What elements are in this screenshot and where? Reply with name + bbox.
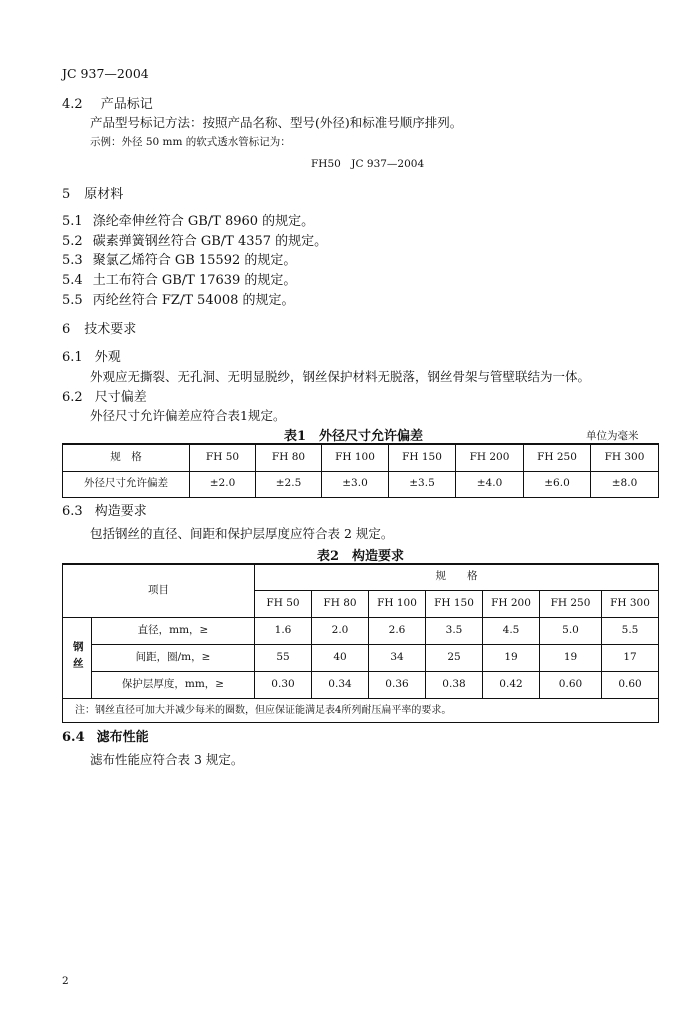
- paragraph: 外径尺寸允许偏差应符合表1规定。: [90, 408, 286, 423]
- table1-value: ±2.0: [190, 471, 256, 497]
- table2-value: 0.36: [369, 671, 426, 698]
- page-header: JC 937—2004: [62, 66, 149, 81]
- group-label-text: 钢丝: [71, 641, 84, 674]
- table2-row-label: 间距，圈/m，≥: [92, 644, 255, 671]
- section-6-3-heading: [62, 500, 147, 519]
- table1-row-label: 外径尺寸允许偏差: [63, 471, 190, 497]
- section-6-2-heading: [62, 386, 147, 405]
- section-title: 尺寸偏差: [94, 390, 147, 405]
- paragraph: 滤布性能应符合表 3 规定。: [90, 752, 244, 767]
- table1-head-label: 规 格: [63, 444, 190, 471]
- table2-value: 0.30: [255, 671, 312, 698]
- table2-value: 19: [540, 644, 602, 671]
- section-4-2-heading: [62, 93, 153, 112]
- table2-value: 19: [483, 644, 540, 671]
- table1-spec: FH 250: [524, 444, 591, 471]
- marking-example: FH50 JC 937—2004: [311, 158, 425, 170]
- section-title: 构造要求: [94, 504, 147, 519]
- clause-text: 土工布符合 GB/T 17639 的规定。: [92, 273, 297, 288]
- section-title: 产品标记: [100, 97, 153, 112]
- section-number: 5: [62, 187, 71, 202]
- section-6-4-heading: [62, 726, 149, 745]
- table1-value: ±3.5: [389, 471, 456, 497]
- table2-value: 2.6: [369, 617, 426, 644]
- section-5-heading: [62, 183, 123, 202]
- table2: [62, 563, 659, 723]
- clause-text: 碳素弹簧钢丝符合 GB/T 4357 的规定。: [92, 234, 328, 249]
- clause-5-1: [62, 210, 314, 229]
- clause-number: 5.4: [62, 273, 83, 288]
- table2-value: 5.0: [540, 617, 602, 644]
- section-title: 滤布性能: [96, 730, 149, 745]
- table2-spec: FH 200: [483, 590, 540, 617]
- section-number: 6.2: [62, 390, 83, 405]
- table2-row-label: 直径，mm，≥: [92, 617, 255, 644]
- table2-value: 40: [312, 644, 369, 671]
- clause-number: 5.5: [62, 293, 83, 308]
- table1-spec: FH 150: [389, 444, 456, 471]
- section-number: 4.2: [62, 97, 83, 112]
- clause-number: 5.3: [62, 253, 83, 268]
- clause-5-2: [62, 230, 327, 249]
- table1-spec: FH 200: [456, 444, 524, 471]
- clause-number: 5.1: [62, 214, 83, 229]
- table2-value: 2.0: [312, 617, 369, 644]
- page-number: 2: [62, 975, 69, 987]
- table2-item-label: 项目: [63, 564, 255, 617]
- section-number: 6.1: [62, 350, 83, 365]
- table2-value: 3.5: [426, 617, 483, 644]
- clause-5-5: [62, 289, 295, 308]
- example-text: 示例：外径 50 mm 的软式透水管标记为：: [90, 136, 291, 148]
- table1-caption: 表1 外径尺寸允许偏差: [284, 429, 424, 444]
- table1: [62, 443, 659, 498]
- table1-spec: FH 50: [190, 444, 256, 471]
- clause-number: 5.2: [62, 234, 83, 249]
- table1-value: ±3.0: [322, 471, 389, 497]
- table2-spec: FH 100: [369, 590, 426, 617]
- table2-value: 0.60: [602, 671, 659, 698]
- section-number: 6.4: [62, 730, 85, 745]
- table2-value: 0.42: [483, 671, 540, 698]
- table2-spec-label: 规 格: [255, 564, 659, 590]
- table2-value: 25: [426, 644, 483, 671]
- section-6-1-heading: [62, 346, 121, 365]
- table2-spec: FH 250: [540, 590, 602, 617]
- clause-5-3: [62, 249, 296, 268]
- table2-value: 0.60: [540, 671, 602, 698]
- table1-value: ±2.5: [256, 471, 322, 497]
- section-title: 原材料: [84, 187, 124, 202]
- table1-spec: FH 300: [591, 444, 659, 471]
- clause-5-4: [62, 269, 296, 288]
- table2-value: 0.34: [312, 671, 369, 698]
- table2-value: 17: [602, 644, 659, 671]
- clause-text: 丙纶丝符合 FZ/T 54008 的规定。: [92, 293, 295, 308]
- clause-text: 涤纶牵伸丝符合 GB/T 8960 的规定。: [92, 214, 315, 229]
- table2-value: 0.38: [426, 671, 483, 698]
- table2-caption: 表2 构造要求: [317, 549, 405, 564]
- table2-row-label: 保护层厚度，mm，≥: [92, 671, 255, 698]
- table2-note: 注：钢丝直径可加大并减少每米的圈数，但应保证能满足表4所列耐压扁平率的要求。: [63, 698, 659, 722]
- section-number: 6.3: [62, 504, 83, 519]
- table1-value: ±8.0: [591, 471, 659, 497]
- section-title: 技术要求: [84, 322, 137, 337]
- table2-value: 1.6: [255, 617, 312, 644]
- table2-value: 34: [369, 644, 426, 671]
- table1-value: ±4.0: [456, 471, 524, 497]
- table2-spec: FH 50: [255, 590, 312, 617]
- paragraph: 外观应无撕裂、无孔洞、无明显脱纱，钢丝保护材料无脱落，钢丝骨架与管壁联结为一体。: [90, 369, 591, 384]
- clause-text: 聚氯乙烯符合 GB 15592 的规定。: [92, 253, 297, 268]
- table1-spec: FH 100: [322, 444, 389, 471]
- table1-spec: FH 80: [256, 444, 322, 471]
- table1-unit: 单位为毫米: [586, 430, 639, 442]
- section-title: 外观: [94, 350, 121, 365]
- table2-spec: FH 150: [426, 590, 483, 617]
- table2-value: 5.5: [602, 617, 659, 644]
- section-number: 6: [62, 322, 71, 337]
- table2-value: 4.5: [483, 617, 540, 644]
- section-6-heading: [62, 318, 136, 337]
- table1-value: ±6.0: [524, 471, 591, 497]
- table2-spec: FH 300: [602, 590, 659, 617]
- paragraph: 产品型号标记方法：按照产品名称、型号(外径)和标准号顺序排列。: [90, 115, 463, 130]
- table2-group-label: [63, 617, 92, 698]
- table2-value: 55: [255, 644, 312, 671]
- table2-spec: FH 80: [312, 590, 369, 617]
- paragraph: 包括钢丝的直径、间距和保护层厚度应符合表 2 规定。: [90, 526, 394, 541]
